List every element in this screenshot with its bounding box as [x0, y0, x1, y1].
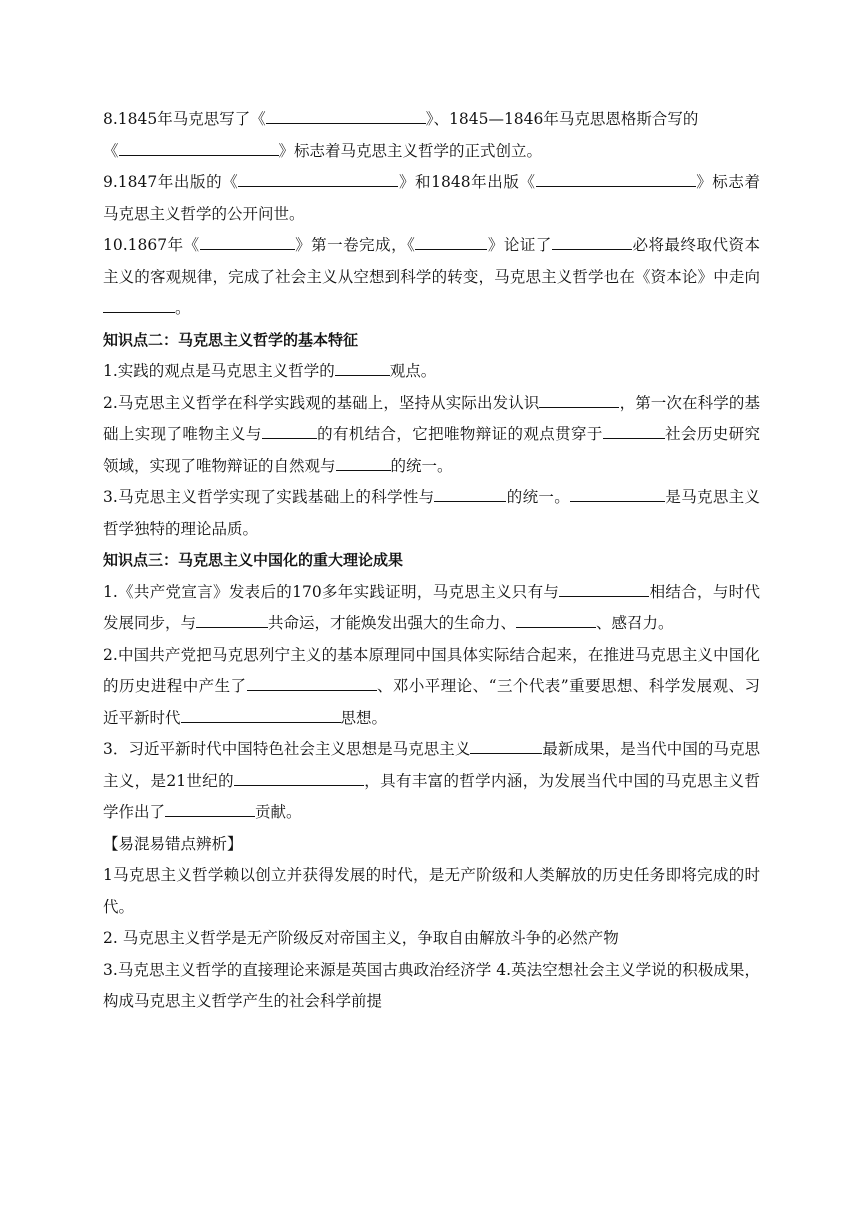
blank[interactable] [603, 422, 665, 439]
blank[interactable] [119, 138, 279, 155]
error-item-1: 1马克思主义哲学赖以创立并获得发展的时代，是无产阶级和人类解放的历史任务即将完成的时代。 [103, 866, 760, 916]
error-item-2: 2. 马克思主义哲学是无产阶级反对帝国主义，争取自由解放斗争的必然产物 [103, 929, 619, 947]
text: 》论证了 [487, 236, 552, 254]
k3-item-1 [103, 577, 760, 640]
text: 》第一卷完成，《 [294, 236, 416, 254]
blank[interactable] [539, 390, 619, 407]
blank[interactable] [266, 107, 426, 124]
blank[interactable] [559, 579, 649, 596]
text: 》标志着马克思主义哲学的正式创立。 [278, 141, 543, 160]
text: 2.中国共产党把马克思列宁主义的基本原理同中国具体实际结合起来，在推进马克思主义中国化的历史进程中产生了 [103, 645, 760, 695]
blank[interactable] [181, 705, 341, 722]
blank[interactable] [516, 611, 596, 628]
blank[interactable] [434, 485, 506, 502]
text: 最新成果，是当代中国的马克思主义，是21世纪的 [103, 740, 760, 790]
blank[interactable] [103, 296, 175, 313]
k2-item-3 [103, 482, 760, 545]
text: 必将最终取代资本主义的客观规律，完成了社会主义从空想到科学的转变，马克思主义哲学也在《资本论》中走向 [103, 236, 760, 286]
text: 1.《共产党宣言》发表后的170多年实践证明，马克思主义只有与 [103, 582, 560, 601]
text: 共命运，才能焕发出强大的生命力、 [268, 614, 517, 632]
text: 8.1845年马克思写了《 [103, 110, 266, 128]
text: 相结合，与时代发展同步，与 [103, 582, 760, 632]
k2-item-1 [103, 356, 760, 388]
text: 2.马克思主义哲学在科学实践观的基础上，坚持从实际出发认识 [103, 393, 540, 412]
item-9 [103, 167, 760, 230]
document-content [103, 104, 760, 1018]
item-10 [103, 230, 760, 325]
text: 》标志着马克思主义哲学的公开问世。 [103, 173, 760, 223]
blank[interactable] [165, 800, 255, 817]
blank[interactable] [234, 768, 364, 785]
blank[interactable] [536, 170, 696, 187]
text: 的统一。 [390, 456, 453, 475]
text: 《 [103, 141, 119, 160]
section-heading-4: 【易混易错点辨析】 [103, 834, 243, 853]
blank[interactable] [238, 170, 398, 187]
text: 》、1845—1846年马克思恩格斯合写的 [425, 110, 699, 128]
blank[interactable] [200, 233, 295, 250]
text: 的有机结合，它把唯物辩证的观点贯穿于 [316, 425, 603, 443]
text: ，具有丰富的哲学内涵，为发展当代中国的马克思主义哲学作出了 [103, 771, 760, 821]
blank[interactable] [415, 233, 487, 250]
blank[interactable] [196, 611, 268, 628]
blank[interactable] [570, 485, 665, 502]
text: 1.实践的观点是马克思主义哲学的 [103, 362, 335, 380]
text: 社会历史研究领域，实现了唯物辩证的自然观与 [103, 425, 760, 475]
text: 9.1847年出版的《 [103, 173, 239, 191]
blank[interactable] [470, 737, 542, 754]
text: 3.马克思主义哲学实现了实践基础上的科学性与 [103, 488, 435, 506]
k3-item-2 [103, 640, 760, 735]
text: 10.1867年《 [103, 236, 200, 254]
text: 。 [175, 299, 191, 317]
text: 、邓小平理论、“三个代表”重要思想、科学发展观、习近平新时代 [103, 677, 760, 727]
item-8 [103, 104, 760, 167]
text: 、感召力。 [596, 614, 674, 632]
blank[interactable] [336, 453, 391, 470]
text: 3．习近平新时代中国特色社会主义思想是马克思主义 [103, 740, 471, 758]
error-item-3: 3.马克思主义哲学的直接理论来源是英国古典政治经济学 4.英法空想社会主义学说的积极成果，构成马克思主义哲学产生的社会科学前提 [103, 960, 760, 1010]
section-heading-2: 知识点二：马克思主义哲学的基本特征 [103, 330, 359, 349]
text: 的统一。 [506, 488, 571, 506]
text: 》和1848年出版《 [398, 173, 536, 191]
text: 观点。 [389, 362, 437, 380]
section-heading-3: 知识点三：马克思主义中国化的重大理论成果 [103, 551, 404, 569]
blank[interactable] [335, 359, 390, 376]
blank[interactable] [247, 674, 377, 691]
blank[interactable] [552, 233, 632, 250]
k2-item-2 [103, 388, 760, 483]
k3-item-3 [103, 734, 760, 829]
text: ，第一次在科学的基础上实现了唯物主义与 [103, 393, 760, 443]
blank[interactable] [262, 422, 317, 439]
text: 思想。 [340, 708, 388, 727]
text: 是马克思主义哲学独特的理论品质。 [103, 488, 760, 538]
text: 贡献。 [255, 803, 302, 821]
